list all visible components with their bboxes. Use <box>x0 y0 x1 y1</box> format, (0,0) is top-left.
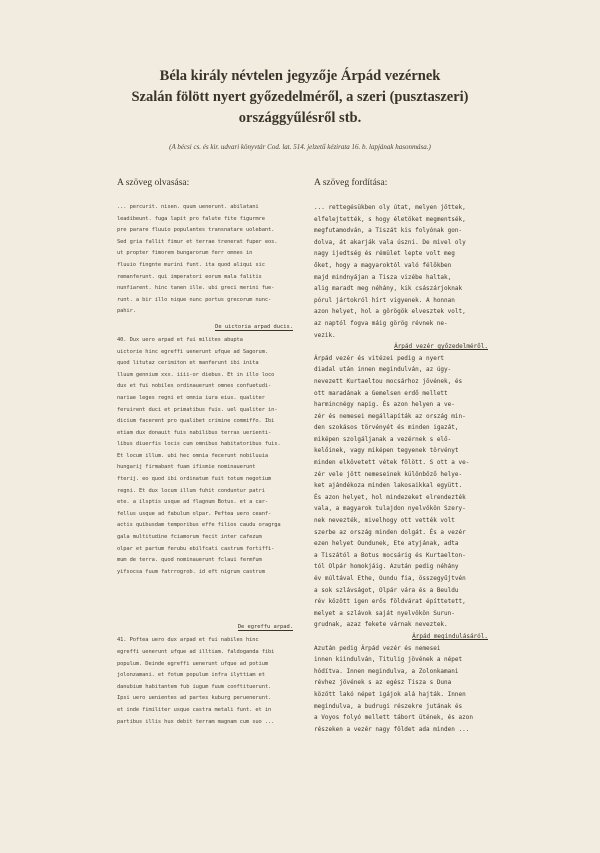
text-line: Árpád vezér és vitézei pedig a nyert <box>314 354 445 362</box>
text-line: dux et fui nobiles ordinauerunt omnes confuetudi- <box>117 383 272 390</box>
text-line: év múltával Ethe, Oundu fia, összegyűjtvén <box>314 575 466 582</box>
latin-rubric-2 <box>117 624 293 635</box>
text-line: dicium facerent pro qualibet crimine commiffo. Ibi <box>117 418 275 425</box>
text-line: 40. Dux uero arpad et fui milites abupta <box>117 336 243 343</box>
text-line: diadal után innen megindulván, az úgy- <box>314 366 452 374</box>
latin-rubric-1 <box>117 324 293 335</box>
text-line: grudnak, azaz fekete várnak neveztek. <box>314 621 448 629</box>
title-line-1: Béla király névtelen jegyzője Árpád vezérnek <box>159 68 441 84</box>
text-line: innen kiindulván, Titulig jövének a népet <box>314 656 463 664</box>
text-line: melyet a szlávok saját nyelvökön Surun- <box>314 609 455 617</box>
text-line: ... rettegésükben oly útat, melyen jöttek, <box>314 204 466 211</box>
text-line: nunfiarent. hinc tanen ille. ubi greci merini fue- <box>117 285 275 292</box>
text-line: fellus usque ad fabulum olpar. Peftea uero ceanf- <box>117 510 272 517</box>
text-line: jolonzamani. et fotum populum infra ilyttiam et <box>117 672 265 679</box>
text-line: Et locum illum. ubi hec omnia fecerunt nobiluuia <box>117 452 268 459</box>
text-line: vala, a magyarok tulajdon nyelvökön Szery- <box>314 505 466 513</box>
hungarian-text <box>314 202 488 735</box>
section-rubric: Árpád vezér győzedelméről. <box>394 343 488 351</box>
latin-paragraph-1 <box>117 202 293 318</box>
text-line: a sok szlávságot, Olpár vára és a Beuldu <box>314 586 459 594</box>
text-line: És azon helyet, hol mindezeket elrendezték <box>314 493 466 501</box>
text-line: pre parare fluuio populantes transnatare uolebant. <box>117 227 275 234</box>
text-line: et inde fimiliter usque castra metali funt. et in <box>117 706 272 713</box>
text-line: megfutamodván, a Tiszát kis folyónak gon- <box>314 227 463 235</box>
page-subtitle: (A bécsi cs. és kir. udvari könyvtár Cod. lat. 514. jelzetű kézirata 16. b. lapjának hasonmása.) <box>169 143 431 151</box>
text-line: libus diuerfis locis cum omnibus habitatoribus fuis. <box>117 441 281 448</box>
text-line: az naptól fogva máig görög révnek ne- <box>314 319 448 327</box>
text-line: feruirent duci et primatibus fuis. uel qualiter in- <box>117 406 278 413</box>
page-title <box>60 66 540 129</box>
rubric-1-text: De uictoria arpad ducis. <box>215 323 293 330</box>
text-line: leadibeunt. fuga lapit pro falute fite figurmre <box>117 215 265 222</box>
text-line: 41. Poftea uero dux arpad et fui nabiles hinc <box>117 637 259 644</box>
latin-paragraph-2 <box>117 335 293 578</box>
text-line: Azután pedig Árpád vezér és nemesei <box>314 644 441 652</box>
text-line: etiam dux donauit fuis nabilibus terras uerienti- <box>117 429 272 436</box>
text-line: azon helyet, hol a görögök elvesztek volt, <box>314 308 466 316</box>
text-line: a Tiszától a Botus mocsárig és Kurtaelton- <box>314 551 466 559</box>
text-line: ete. a ilsptis usque ad flagnum Botus. et a car- <box>117 499 268 506</box>
title-line-3: országgyűlésről stb. <box>238 110 362 126</box>
text-line: mum de terra. quod nominauerunt fclaui fermfum <box>117 557 262 564</box>
text-line: runt. a bir illo nique nunc portus grecorum nunc- <box>117 296 272 303</box>
text-line: őket, hogy a magyaroktól való félőkben <box>314 261 452 269</box>
text-line: Ipsi uero uenientes ad partes kuburg peruenerunt. <box>117 695 272 702</box>
text-line: révhez jövének s az egész Tisza s Duna <box>314 679 452 687</box>
text-line: fterij. eo quod ibi ordinatum fuit totum negotium <box>117 476 272 483</box>
text-line: szerbe az ország minden dolgát. És a vezér <box>314 528 466 536</box>
text-line: nevezett Kurtaeltou mocsárhoz jövének, és <box>314 377 463 385</box>
text-line: partibus illis hux debit terram magnam cum suo ... <box>117 718 275 725</box>
text-line: olpar et partum ferubu ebilfcati castrum fortiffi- <box>117 545 275 552</box>
text-line: között lakó népet igájok alá hajták. Innen <box>314 690 466 698</box>
text-line: ket ajándékoza minden lakosaikkal együtt. <box>314 482 463 490</box>
text-line: ... percurit. nisen. quum uenerunt. abilatani <box>117 204 259 210</box>
text-line: hungarij firmabant fuam ifismie nominauerunt <box>117 464 256 471</box>
text-line: yifsocsa fuum fatrrogrob. id eft nigrum castrum <box>117 568 265 575</box>
section-rubric: Árpád megindulásáról. <box>412 632 488 640</box>
text-line: actis quibusdam temporibus effe filios caudu oragrga <box>117 522 281 529</box>
text-line: zér és nemesei megállapíták az ország min- <box>314 412 466 420</box>
text-line: gala multitudine fciamorum fecit inter cafezum <box>117 534 262 541</box>
text-line: vezik. <box>314 331 336 339</box>
text-line: den szokásos törvényét és minden igazát, <box>314 424 459 432</box>
text-line: majd mindnyájan a Tisza vizébe haltak, <box>314 273 452 281</box>
text-line: danubium habitantem fub iugum fuum conftituerunt. <box>117 683 272 690</box>
text-line: a Voyos folyó mellett tábort ütének, és azon <box>314 714 473 722</box>
text-line: ott maradának a Gemelsen erdő mellett <box>314 389 448 397</box>
text-line: rév között igen erős földvárat építtetett, <box>314 598 466 606</box>
hungarian-column <box>314 178 488 735</box>
text-line: alig maradt meg néhány, kik császárjoknak <box>314 285 463 293</box>
text-line: remanferunt. qui imperatori eorum mala falitis <box>117 273 262 280</box>
text-line: részeken a vezér nagy földet ada minden ... <box>314 725 470 733</box>
text-line: pahir. <box>117 308 136 315</box>
latin-column <box>117 178 293 728</box>
text-line: fluuio fingnte murini funt. ita quod aliqui sic <box>117 261 265 268</box>
text-line: harmincnégy napig. És azon helyen a ve- <box>314 401 455 409</box>
text-line: populum. Deinde egreffi uenerunt ufque ad potium <box>117 660 268 667</box>
text-line: lluum gennium xxx. iiii-or diebus. Et in illo loco <box>117 371 275 378</box>
latin-heading: A szöveg olvasása: <box>117 178 190 188</box>
text-line: dolva, át akarják vala úszni. De mivel oly <box>314 238 466 246</box>
text-line: quod litutaz cerimiton et manferunt ibi inita <box>117 360 259 367</box>
title-line-2: Szalán fölött nyert győzedelméről, a szeri (pusztaszeri) <box>131 89 469 105</box>
text-line: nariae leges regni et omnia iura eius. qualiter <box>117 394 265 401</box>
text-line: hódítva. Innen megindulva, a Zolonkamani <box>314 667 459 675</box>
text-line: uictorie hinc egreffi uenerunt ufque ad Sagorum. <box>117 348 268 355</box>
text-line: zér vele jött nemeseinek különböző helye- <box>314 470 463 478</box>
text-line: nagy ijedtség és rémület lepte volt meg <box>314 250 455 258</box>
text-line: egreffi uenerunt ufque ad illtiam. faldoganda fibi <box>117 649 275 655</box>
text-line: megindulva, a budrugi részekre jutának és <box>314 702 463 710</box>
latin-paragraph-3 <box>117 635 293 728</box>
text-line: elfelejtették, s hogy életöket megmentsék, <box>314 215 466 223</box>
text-line: kelőinek, vagy miképen tegyenek törvényt <box>314 447 459 455</box>
rubric-2-text: De egreffu arpad. <box>237 624 293 631</box>
text-line: miképen szolgáljanak a vezérnek s elő- <box>314 435 452 443</box>
text-line: ezen helyet Oundunek, Ete atyjának, adta <box>314 540 459 548</box>
text-line: regni. Et dux locum illum fuhit conduntur patri <box>117 487 265 494</box>
text-line: Sed gria fallit fimur et terrae trenerat fuper eos. <box>117 238 278 245</box>
text-line: pórul jártokról hírt vigyenek. A honnan <box>314 296 455 304</box>
text-line: ut propter fimorem bungarorum ferr omnes in <box>117 250 253 257</box>
text-line: nek nevezték, mivelhogy ott vették volt <box>314 517 455 525</box>
hungarian-heading: A szöveg fordítása: <box>314 178 388 188</box>
text-line: minden elkövetett vétek fölött. S ott a ve- <box>314 459 470 467</box>
text-line: tól Olpár homokjáig. Azután pedig néhány <box>314 563 459 571</box>
